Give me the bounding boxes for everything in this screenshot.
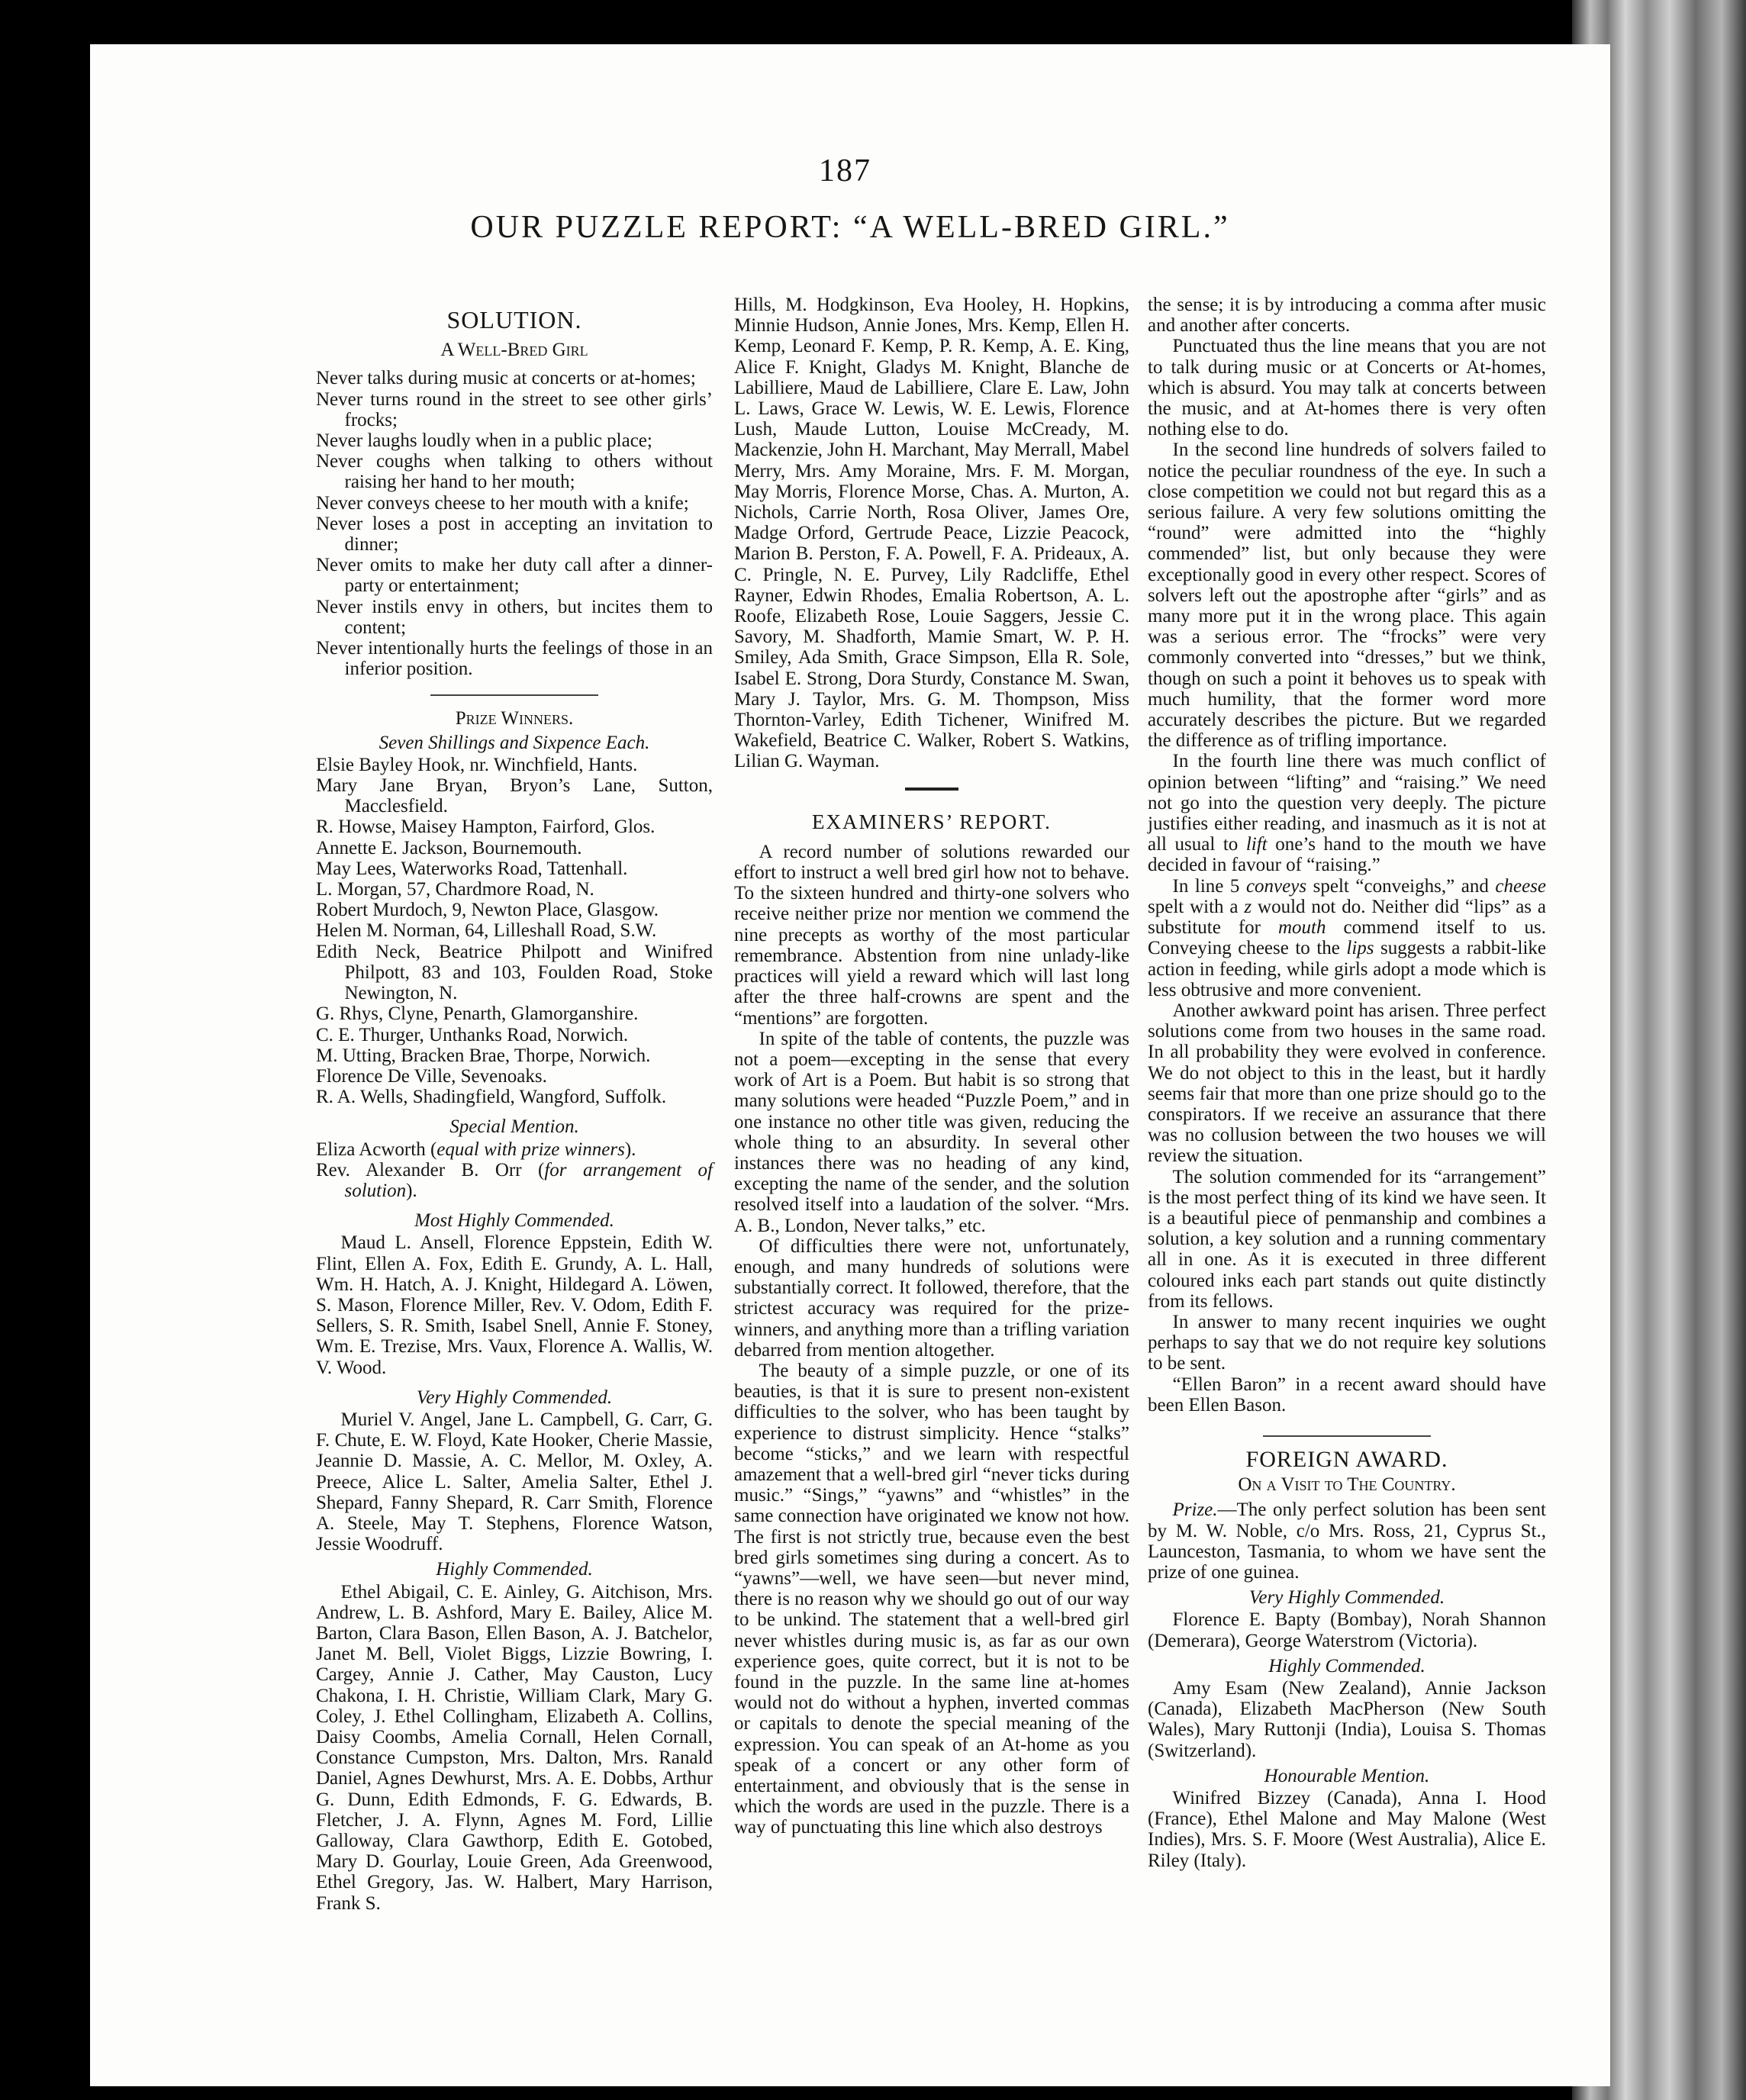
solution-line: Never coughs when talking to others without raising her hand to her mouth; bbox=[316, 451, 713, 493]
solution-line: Never omits to make her duty call after a dinner-party or entertainment; bbox=[316, 555, 713, 597]
solution-lines bbox=[316, 368, 713, 679]
foreign-prize: Prize.—The only perfect solution has been sent by M. W. Noble, c/o Mrs. Ross, 21, Cyprus St., Launceston, Tasmania, to whom we have sent the prize of one guinea. bbox=[1148, 1499, 1546, 1583]
prize-winners-list bbox=[316, 755, 713, 1107]
most-highly-commended-heading: Most Highly Commended. bbox=[414, 1210, 614, 1232]
most-highly-commended-list: Maud L. Ansell, Florence Eppstein, Edith W. Flint, Ellen A. Fox, Edith E. Grundy, A. L. Hall, Wm. H. Hatch, A. J. Knight, Hildegard A. Löwen, S. Mason, Florence Miller, Rev. V. Odom, Edith F. Sellers, S. R. Smith, Isabel Snell, Annie F. Stoney, Wm. E. Trezise, Mrs. Vaux, Florence A. Wallis, W. V. Wood. bbox=[316, 1232, 713, 1378]
divider bbox=[430, 694, 598, 696]
report-paragraph: In the fourth line there was much conflict of opinion between “lifting” and “raising.” We need not go into the question very deeply. The picture justifies either reading, and inasmuch as it is not at all usual to lift one’s hand to the mouth we have decided in favour of “raising.” bbox=[1148, 751, 1547, 876]
list-item: Rev. Alexander B. Orr (for arrangement of solution). bbox=[316, 1159, 713, 1201]
solution-line: Never conveys cheese to her mouth with a knife; bbox=[316, 492, 689, 514]
solution-line: Never talks during music at concerts or at-homes; bbox=[316, 368, 696, 389]
column-3 bbox=[1148, 295, 1546, 1871]
list-item: G. Rhys, Clyne, Penarth, Glamorganshire. bbox=[316, 1003, 639, 1025]
solution-line: Never laughs loudly when in a public place; bbox=[316, 430, 652, 452]
list-item: R. Howse, Maisey Hampton, Fairford, Glos. bbox=[316, 816, 656, 838]
foreign-award-subheading: On a Visit to The Country. bbox=[1238, 1474, 1456, 1496]
prize-winners-subheading: Seven Shillings and Sixpence Each. bbox=[379, 732, 650, 753]
list-item: Elsie Bayley Hook, nr. Winchfield, Hants. bbox=[316, 754, 638, 775]
report-paragraph: the sense; it is by introducing a comma after music and another after concerts. bbox=[1148, 295, 1546, 337]
foreign-highly-list: Amy Esam (New Zealand), Annie Jackson (Canada), Elizabeth MacPherson (New South Wales), Mary Ruttonji (India), Louisa S. Thomas (Switzerland). bbox=[1148, 1678, 1546, 1761]
prize-winners-heading: Prize Winners. bbox=[455, 708, 574, 730]
divider bbox=[1263, 1435, 1431, 1437]
report-paragraph: In the second line hundreds of solvers failed to notice the peculiar roundness of the eye. In such a close competition we could not but regard this as a serious failure. A very few solutions omitting the “round” were admitted into the “highly commended” list, but only because they were exceptionally good in every other respect. Scores of solvers left out the apostrophe after “girls” and as many more put it in the wrong place. This again was a serious error. The “frocks” were very commonly converted into “dresses,” but we think, though on such a point it behoves us to speak with much humility, that the former word more accurately describes the picture. But we regarded the difference as of trifling importance. bbox=[1148, 440, 1546, 752]
very-highly-commended-heading: Very Highly Commended. bbox=[416, 1387, 613, 1408]
list-item: Eliza Acworth (equal with prize winners). bbox=[316, 1139, 636, 1160]
foreign-honourable-list: Winifred Bizzey (Canada), Anna I. Hood (France), Ethel Malone and May Malone (West Indies), Mrs. S. F. Moore (West Australia), Alice E. Riley (Italy). bbox=[1148, 1788, 1546, 1871]
list-item: L. Morgan, 57, Chardmore Road, N. bbox=[316, 879, 594, 900]
column-1 bbox=[316, 306, 713, 1914]
list-item: Florence De Ville, Sevenoaks. bbox=[316, 1065, 547, 1087]
magazine-page bbox=[90, 44, 1610, 2086]
foreign-very-highly-heading: Very Highly Commended. bbox=[1248, 1587, 1445, 1609]
report-paragraph: Of difficulties there were not, unfortunately, enough, and many hundreds of solutions were substantially correct. It followed, therefore, that the strictest accuracy was required for the prize-winners, and anything more than a trifling variation debarred from mention altogether. bbox=[734, 1235, 1129, 1361]
report-paragraph: In line 5 conveys spelt “conveighs,” and cheese spelt with a z would not do. Neither did “lips” as a substitute for mouth commend itself to us. Conveying cheese to the lips suggests a rabbit-like action in feeding, while girls adopt a mode which is less obtrusive and more convenient. bbox=[1148, 875, 1547, 1000]
column-2 bbox=[734, 295, 1129, 1838]
highly-commended-list: Ethel Abigail, C. E. Ainley, G. Aitchison, Mrs. Andrew, L. B. Ashford, Mary E. Bailey, Alice M. Barton, Clara Bason, Ellen Bason, A. J. Batchelor, Janet M. Bell, Violet Biggs, Lizzie Bowring, I. Cargey, Annie J. Cather, May Causton, Lucy Chakona, I. H. Christie, William Clark, Mary G. Coley, J. Ethel Collingham, Elizabeth A. Collins, Daisy Coombs, Amelia Cornall, Helen Cornall, Constance Cumpston, Mrs. Dalton, Mrs. Ranald Daniel, Agnes Dewhurst, Mrs. A. E. Dobbs, Arthur G. Dunn, Edith Edmonds, F. G. Edwards, B. Fletcher, J. A. Flynn, Agnes M. Ford, Lillie Galloway, Clara Gawthorp, Edith E. Gotobed, Mary D. Gourlay, Louie Green, Ada Greenwood, Ethel Gregory, Jas. W. Halbert, Mary Harrison, Frank S. bbox=[316, 1581, 713, 1914]
list-item: C. E. Thurger, Unthanks Road, Norwich. bbox=[316, 1024, 629, 1045]
report-paragraph: In spite of the table of contents, the puzzle was not a poem—excepting in the sense that every work of Art is a Poem. But habit is so strong that many solutions were headed “Puzzle Poem,” and in one instance no other title was given, reducing the whole thing to an absurdity. In several other instances there was no heading of any kind, excepting the name of the sender, and the solution resolved itself into a laudation of the solver. “Mrs. A. B., London, Never talks,” etc. bbox=[734, 1028, 1129, 1236]
report-paragraph: A record number of solutions rewarded our effort to instruct a well bred girl how not to behave. To the sixteen hundred and thirty-one solvers who receive neither prize nor mention we commend the nine precepts as worthy of the most particular remembrance. Abstention from nine unlady-like practices will yield a reward which will last long after the three half-crowns are spent and the “mentions” are forgotten. bbox=[734, 841, 1129, 1029]
solution-line: Never instils envy in others, but incites them to content; bbox=[316, 596, 713, 638]
divider bbox=[905, 788, 958, 791]
very-highly-commended-list: Muriel V. Angel, Jane L. Campbell, G. Carr, G. F. Chute, E. W. Floyd, Kate Hooker, Cherie Massie, Jeannie D. Massie, A. C. Mellor, M. Oxley, A. Preece, Alice L. Salter, Amelia Salter, Ethel J. Shepard, Fanny Shepard, R. Carr Smith, Florence A. Steele, May T. Stephens, Florence Watson, Jessie Woodruff. bbox=[316, 1409, 713, 1555]
report-paragraph: The solution commended for its “arrangement” is the most perfect thing of its kind we have seen. It is a beautiful piece of penmanship and combines a solution, a key solution and a running commentary all in one. As it is executed in three different coloured inks each part stands out quite distinctly from its fellows. bbox=[1148, 1166, 1546, 1312]
page-number: 187 bbox=[819, 153, 871, 188]
foreign-honourable-heading: Honourable Mention. bbox=[1264, 1765, 1430, 1786]
report-paragraph: In answer to many recent inquiries we ought perhaps to say that we do not require key solutions to be sent. bbox=[1148, 1311, 1546, 1374]
solution-line: Never turns round in the street to see other girls’ frocks; bbox=[316, 388, 713, 430]
list-item: Mary Jane Bryan, Bryon’s Lane, Sutton, Macclesfield. bbox=[316, 775, 713, 817]
foreign-award-heading: FOREIGN AWARD. bbox=[1245, 1446, 1448, 1472]
list-item: Edith Neck, Beatrice Philpott and Winifred Philpott, 83 and 103, Foulden Road, Stoke Newington, N. bbox=[316, 941, 713, 1004]
report-paragraph: The beauty of a simple puzzle, or one of its beauties, is that it is sure to present non-existent difficulties to the solver, who has been taught by experience to distrust simplicity. Hence “stalks” become “sticks,” and we learn with respectful amazement that a well-bred girl “never ticks during music.” “Sings,” “yawns” and “whistles” in the same connection have originated we know not how. The first is not strictly true, because even the best bred girls sometimes sing during a concert. As to “yawns”—well, we have seen—but never mind, there is no reason why we should go out of our way to be unkind. The statement that a well-bred girl never whistles during music is, as far as our own experience goes, quite correct, but it is not to be found in the puzzle. In the same line at-homes would not do without a hyphen, inverted commas or capitals to denote the special meaning of the expression. You can speak of an At-home as you speak of a concert or any other form of entertainment, and obviously that is the sense in which the words are used in the puzzle. There is a way of punctuating this line which also destroys bbox=[734, 1360, 1129, 1838]
report-paragraph: Another awkward point has arisen. Three perfect solutions come from two houses in the same road. In all probability they were evolved in conference. We do not object to this in the least, but it hardly seems fair that more than one prize should go to the conspirators. If we receive an assurance that there was no collusion between the two houses we will review the situation. bbox=[1148, 1000, 1546, 1167]
special-mention-heading: Special Mention. bbox=[449, 1116, 579, 1138]
highly-commended-heading: Highly Commended. bbox=[436, 1559, 593, 1580]
examiners-report-heading: EXAMINERS’ REPORT. bbox=[812, 810, 1052, 833]
foreign-highly-heading: Highly Commended. bbox=[1268, 1655, 1425, 1676]
list-item: Robert Murdoch, 9, Newton Place, Glasgow. bbox=[316, 900, 659, 921]
list-item: May Lees, Waterworks Road, Tattenhall. bbox=[316, 858, 628, 879]
solution-heading: SOLUTION. bbox=[446, 306, 582, 333]
report-paragraph: Punctuated thus the line means that you are not to talk during music or at Concerts or At-homes, which is absurd. You may talk at concerts between the music, and at At-homes there is very often nothing else to do. bbox=[1148, 336, 1546, 440]
solution-line: Never intentionally hurts the feelings of those in an inferior position. bbox=[316, 638, 713, 680]
solution-line: Never loses a post in accepting an invitation to dinner; bbox=[316, 513, 713, 556]
report-paragraph: “Ellen Baron” in a recent award should have been Ellen Bason. bbox=[1148, 1374, 1546, 1416]
page-title: OUR PUZZLE REPORT: “A WELL-BRED GIRL.” bbox=[470, 210, 1230, 245]
list-item: M. Utting, Bracken Brae, Thorpe, Norwich. bbox=[316, 1045, 651, 1066]
list-item: Annette E. Jackson, Bournemouth. bbox=[316, 837, 582, 858]
foreign-very-highly-list: Florence E. Bapty (Bombay), Norah Shannon (Demerara), George Waterstrom (Victoria). bbox=[1148, 1609, 1546, 1651]
highly-commended-list-continued: Hills, M. Hodgkinson, Eva Hooley, H. Hopkins, Minnie Hudson, Annie Jones, Mrs. Kemp, Ellen H. Kemp, Leonard F. Kemp, P. R. Kemp, A. E. King, Alice F. Knight, Gladys M. Knight, Blanche de Labilliere, Maud de Labilliere, Clare E. Law, John L. Laws, Grace W. Lewis, W. E. Lewis, Florence Lush, Maude Lutton, Louise McCready, M. Mackenzie, John H. Marchant, May Merrall, Mabel Merry, Mrs. Amy Moraine, Mrs. F. M. Morgan, May Morris, Florence Morse, Chas. A. Murton, A. Nichols, Carrie North, Rosa Oliver, James Ore, Madge Orford, Gertrude Peace, Lizzie Peacock, Marion B. Perston, F. A. Powell, F. A. Prideaux, A. C. Pringle, N. E. Purvey, Lily Radcliffe, Ethel Rayner, Edwin Rhodes, Emalia Robertson, A. L. Roofe, Elizabeth Rose, Louie Saggers, Jessie C. Savory, M. Shadforth, Mamie Smart, W. P. H. Smiley, Ada Smith, Grace Simpson, Ella R. Sole, Isabel E. Strong, Dora Sturdy, Constance M. Swan, Mary J. Taylor, Mrs. G. M. Thompson, Miss Thornton-Varley, Edith Tichener, Winifred M. Wakefield, Beatrice C. Walker, Robert S. Watkins, Lilian G. Wayman. bbox=[734, 295, 1129, 772]
list-item: Helen M. Norman, 64, Lilleshall Road, S.W. bbox=[316, 920, 657, 942]
list-item: R. A. Wells, Shadingfield, Wangford, Suffolk. bbox=[316, 1087, 667, 1108]
solution-subheading: A Well-Bred Girl bbox=[440, 340, 588, 361]
